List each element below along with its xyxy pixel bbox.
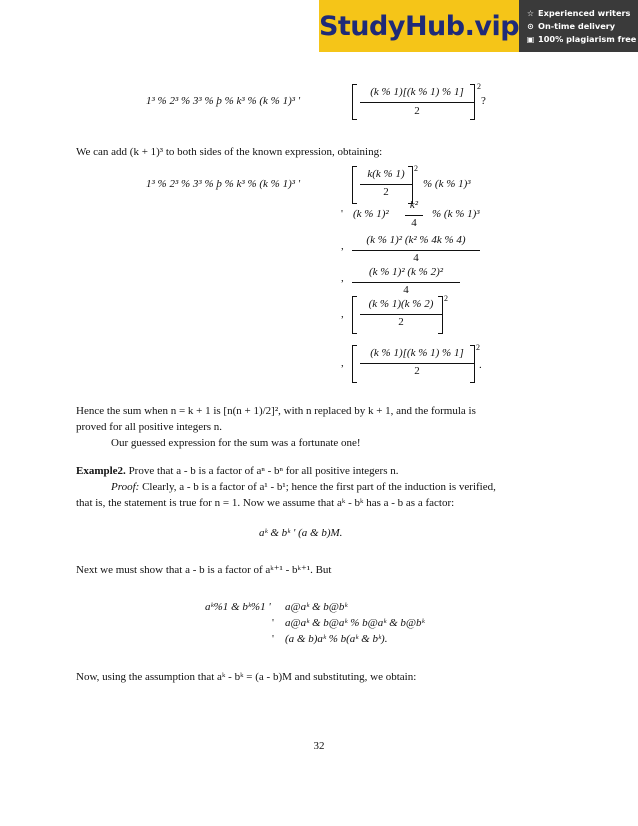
fraction-bar xyxy=(360,314,442,315)
page-number: 32 xyxy=(313,740,325,752)
eq2-r4-denominator: 4 xyxy=(403,284,409,296)
eq1-numerator: (k % 1)[(k % 1) % 1] xyxy=(370,86,464,98)
paragraph: Now, using the assumption that aᵏ - bᵏ = (a - b)M and substituting, we obtain: xyxy=(76,671,417,683)
paragraph: We can add (k + 1)³ to both sides of the known expression, obtaining: xyxy=(76,146,383,158)
feature-item xyxy=(525,7,638,20)
eq2-r5-denominator: 2 xyxy=(398,316,404,328)
eq4-r1: a@aᵏ & b@bᵏ xyxy=(285,601,348,613)
paragraph: proved for all positive integers n. xyxy=(76,421,223,433)
example-statement: Prove that a - b is a factor of aⁿ - bⁿ for all positive integers n. xyxy=(128,465,399,477)
eq1-lhs: 1³ % 2³ % 3³ % þ % k³ % (k % 1)³ ' xyxy=(146,95,301,107)
feature-text: Experienced writers xyxy=(538,7,631,18)
eq2-r1-exponent: 2 xyxy=(414,164,418,173)
eq2-r2-numerator: k² xyxy=(409,199,419,211)
feature-item xyxy=(525,20,638,33)
eq2-rel: , xyxy=(341,308,344,320)
eq4-r3: (a & b)aᵏ % b(aᵏ & bᵏ). xyxy=(285,633,388,645)
fraction-bar xyxy=(352,250,480,251)
eq2-rel: , xyxy=(341,357,344,369)
paragraph: Our guessed expression for the sum was a fortunate one! xyxy=(111,437,361,449)
eq2-r6-denominator: 2 xyxy=(414,365,420,377)
bracket-left xyxy=(352,84,357,120)
eq2-r1-tail: % (k % 1)³ xyxy=(423,178,471,190)
eq1-tail: ? xyxy=(481,95,486,107)
star-icon: ☆ xyxy=(526,8,535,18)
eq4-rel: ' xyxy=(272,633,274,645)
feature-list xyxy=(519,0,638,52)
eq2-r6-tail: . xyxy=(479,359,482,371)
eq2-r6-exponent: 2 xyxy=(476,343,480,352)
eq2-r5-exponent: 2 xyxy=(444,294,448,303)
eq1-exponent: 2 xyxy=(477,82,481,91)
eq2-r2-tail: % (k % 1)³ xyxy=(432,208,480,220)
clock-icon: ⊙ xyxy=(527,21,534,31)
eq2-r1-denominator: 2 xyxy=(383,186,389,198)
eq4-lhs: aᵏ%1 & bᵏ%1 ' xyxy=(205,601,271,613)
eq2-r1-numerator: k(k % 1) xyxy=(367,168,405,180)
studyhub-logo[interactable]: StudyHub.vip xyxy=(319,0,519,52)
proof-text: Clearly, a - b is a factor of a¹ - b¹; hence the first part of the induction is verified, xyxy=(142,481,496,493)
paragraph: Next we must show that a - b is a factor of aᵏ⁺¹ - bᵏ⁺¹. But xyxy=(76,564,332,576)
feature-text: On-time delivery xyxy=(538,20,616,31)
example-heading xyxy=(76,463,566,479)
eq2-r3-numerator: (k % 1)² (k² % 4k % 4) xyxy=(366,234,466,246)
document-check-icon: ▣ xyxy=(526,34,535,44)
example-label: Example2. xyxy=(76,465,126,477)
fraction-bar xyxy=(360,363,474,364)
eq2-r4-numerator: (k % 1)² (k % 2)² xyxy=(368,266,444,278)
eq2-rel: ' xyxy=(341,208,343,220)
bracket-left xyxy=(352,166,357,204)
eq2-r3-denominator: 4 xyxy=(413,252,419,264)
feature-item xyxy=(525,33,638,46)
paragraph: that is, the statement is true for n = 1. Now we assume that aᵏ - bᵏ has a - b as a factor: xyxy=(76,497,455,509)
proof-line xyxy=(111,479,571,495)
feature-text: 100% plagiarism free xyxy=(538,33,637,44)
bracket-left xyxy=(352,296,357,334)
fraction-bar xyxy=(360,102,474,103)
paragraph: Hence the sum when n = k + 1 is [n(n + 1)/2]², with n replaced by k + 1, and the formula is xyxy=(76,405,476,417)
eq2-r5-numerator: (k % 1)(k % 2) xyxy=(368,298,434,310)
proof-label: Proof: xyxy=(111,481,140,493)
eq2-r2-denominator: 4 xyxy=(411,217,417,229)
eq2-r2-pre: (k % 1)² xyxy=(353,208,389,220)
eq2-r6-numerator: (k % 1)[(k % 1) % 1] xyxy=(370,347,464,359)
fraction-bar xyxy=(352,282,460,283)
eq4-rel: ' xyxy=(272,617,274,629)
bracket-right xyxy=(438,296,443,334)
bracket-right xyxy=(470,84,475,120)
eq1-denominator: 2 xyxy=(414,105,420,117)
eq2-rel: , xyxy=(341,272,344,284)
eq4-r2: a@aᵏ & b@aᵏ % b@aᵏ & b@bᵏ xyxy=(285,617,425,629)
bracket-left xyxy=(352,345,357,383)
fraction-bar xyxy=(405,215,423,216)
eq3: aᵏ & bᵏ ' (a & b)M. xyxy=(259,527,343,539)
bracket-right xyxy=(470,345,475,383)
eq2-rel: , xyxy=(341,240,344,252)
fraction-bar xyxy=(360,184,412,185)
eq2-lhs: 1³ % 2³ % 3³ % þ % k³ % (k % 1)³ ' xyxy=(146,178,301,190)
studyhub-ad-banner[interactable] xyxy=(319,0,638,52)
